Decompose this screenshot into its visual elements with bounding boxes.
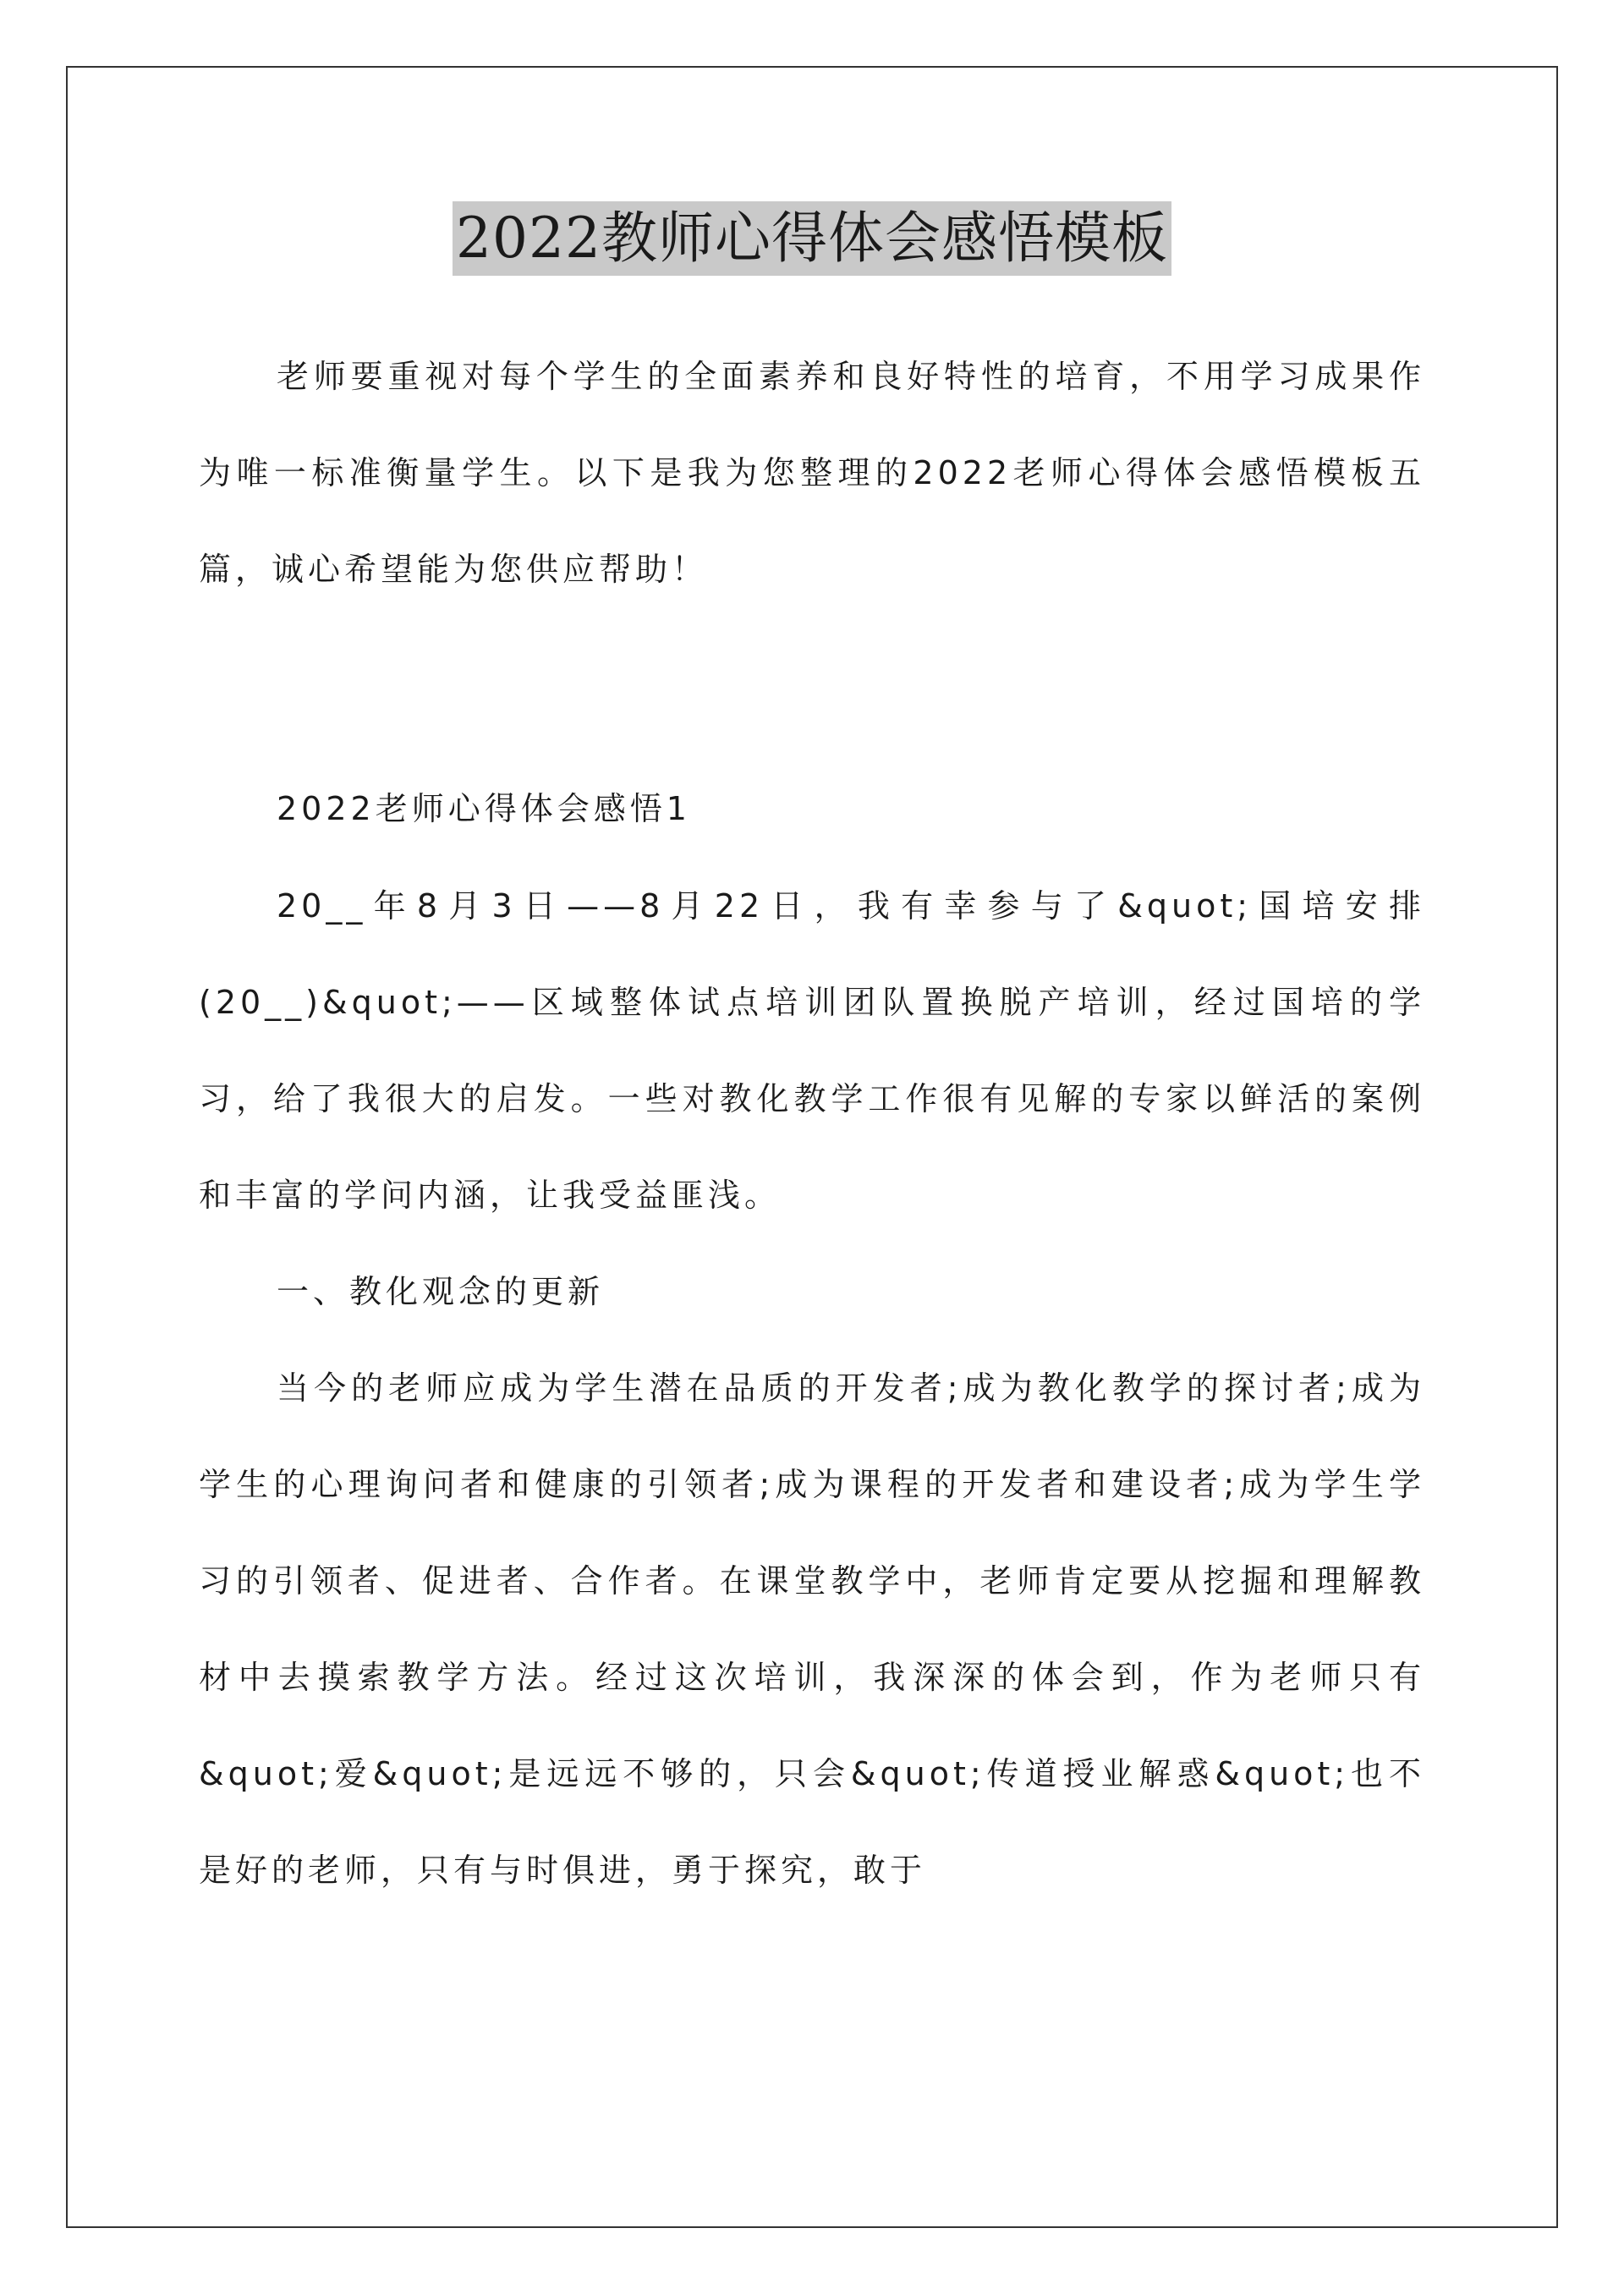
section-heading: 2022老师心得体会感悟1: [277, 790, 691, 827]
intro-paragraph: 老师要重视对每个学生的全面素养和良好特性的培育，不用学习成果作为唯一标准衡量学生。以下是我为您整理的2022老师心得体会感悟模板五篇，诚心希望能为您供应帮助！: [199, 358, 1425, 588]
body-paragraph-2: 当今的老师应成为学生潜在品质的开发者;成为教化教学的探讨者;成为学生的心理询问者和健康的引领者;成为课程的开发者和建设者;成为学生学习的引领者、促进者、合作者。在课堂教学中，老师肯定要从挖掘和理解教材中去摸索教学方法。经过这次培训，我深深的体会到，作为老师只有&quot;爱&quot;是远远不够的，只会&quot;传道授业解惑&quot;也不是好的老师，只有与时俱进，勇于探究，敢于: [199, 1369, 1425, 1889]
body-paragraph-1: 20__年8月3日——8月22日，我有幸参与了&quot;国培安排(20__)&quot;——区域整体试点培训团队置换脱产培训，经过国培的学习，给了我很大的启发。一些对教化教学工作很有见解的专家以鲜活的案例和丰富的学问内涵，让我受益匪浅。: [199, 887, 1425, 1214]
document-title: 2022教师心得体会感悟模板: [453, 201, 1171, 276]
title-container: [0, 201, 1624, 276]
subheading-1: 一、教化观念的更新: [277, 1273, 605, 1310]
